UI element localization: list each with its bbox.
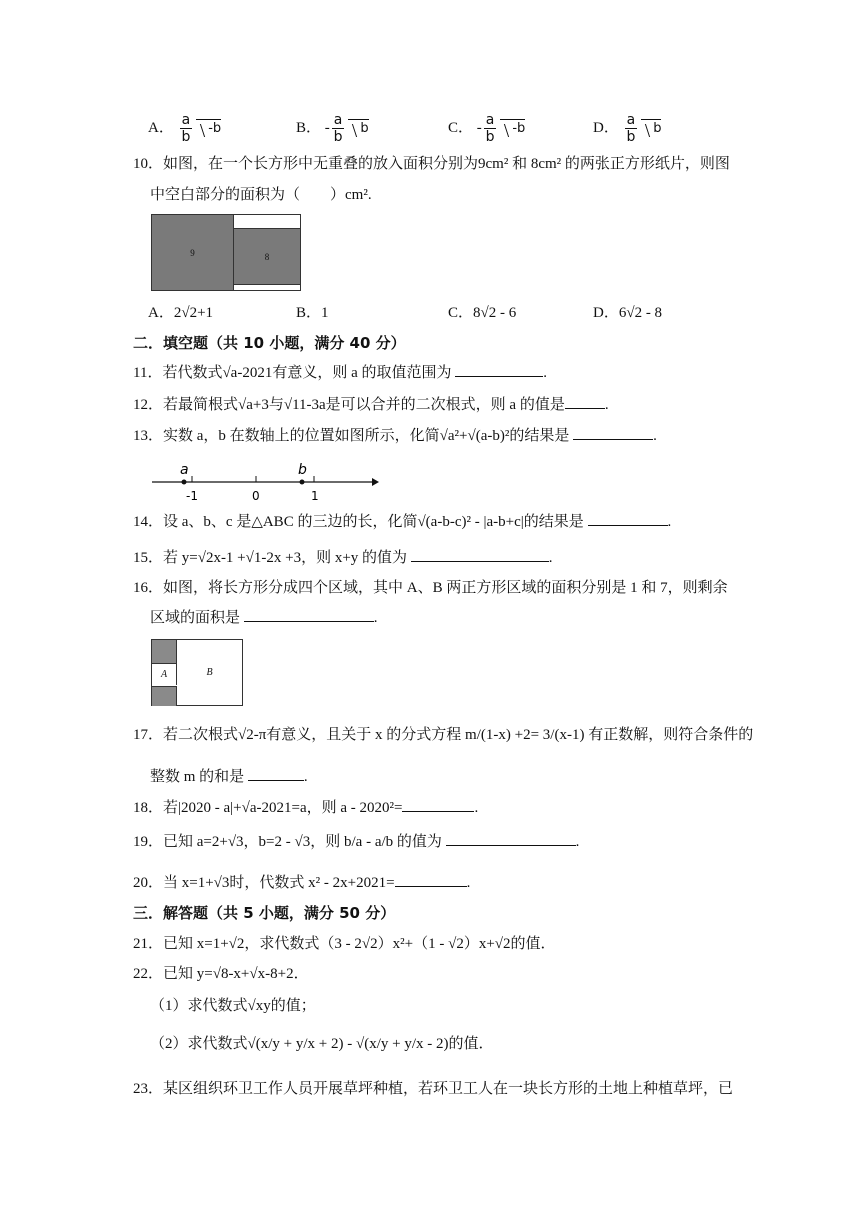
q22-part1: （1）求代数式√xy的值；: [150, 998, 316, 1014]
q10-option-b: B．1: [296, 305, 329, 321]
q16-square-a: [152, 664, 177, 685]
q16-square-b: [177, 640, 242, 705]
q21: 21．已知 x=1+√2，求代数式（3 - 2√2）x²+（1 - √2）x+√2的值．: [133, 936, 556, 952]
q12: 12．若最简根式√a+3与√11-3a是可以合并的二次根式，则 a 的值是 .: [133, 394, 609, 416]
q16-label-a: A: [160, 669, 168, 680]
q10-line2: 中空白部分的面积为（ ）cm².: [150, 187, 372, 203]
q16-line1: 16．如图，将长方形分成四个区域，其中 A、B 两正方形区域的面积分别是 1 和 7，则剩余: [133, 580, 728, 596]
q10-line1: 10．如图，在一个长方形中无重叠的放入面积分别为9cm² 和 8cm² 的两张正方形纸片，则图: [133, 156, 730, 172]
q16-line2: 区域的面积是 .: [150, 607, 378, 629]
q10-option-d: D．6√2 - 8: [593, 305, 663, 321]
q16-top-gray: [152, 640, 177, 664]
q9-option-a: A． $\frac{a}{b}$ -b: [148, 112, 222, 145]
numberline-tick-neg1: -1: [186, 489, 198, 503]
q23: 23．某区组织环卫工作人员开展草坪种植，若环卫工人在一块长方形的土地上种植草坪，已: [133, 1081, 734, 1097]
numberline-tick-1: 1: [311, 489, 319, 503]
q17-line1: 17．若二次根式√2-π有意义，且关于 x 的分式方程 m/(1-x) +2= 3/(x-1) 有正数解，则符合条件的: [133, 727, 754, 743]
q16-bottom-gray: [152, 686, 177, 706]
q10-big-label: 9: [190, 247, 195, 258]
q13: 13．实数 a，b 在数轴上的位置如图所示，化简√a²+√(a-b)²的结果是 .: [133, 425, 657, 447]
q19: 19．已知 a=2+√3，b=2 - √3，则 b/a - a/b 的值为 .: [133, 831, 579, 853]
q9-option-d: D． $\frac{a}{b}$ b: [593, 112, 662, 145]
q11: 11．若代数式√a-2021有意义，则 a 的取值范围为 .: [133, 362, 547, 384]
q10-big-square: [152, 215, 234, 290]
q16-figure: [151, 639, 243, 706]
section-fill-in-heading: 二．填空题（共 10 小题，满分 40 分）: [133, 334, 406, 352]
q22-part2: （2）求代数式√(x/y + y/x + 2) - √(x/y + y/x - 2)的值．: [150, 1036, 494, 1052]
q10-small-square: [234, 228, 300, 285]
q10-option-c: C．8√2 - 6: [448, 305, 517, 321]
q18: 18．若|2020 - a|+√a-2021=a，则 a - 2020²= .: [133, 797, 478, 819]
numberline-label-a: a: [180, 462, 189, 478]
q22: 22．已知 y=√8-x+√x-8+2．: [133, 966, 309, 982]
q15: 15．若 y=√2x-1 +√1-2x +3，则 x+y 的值为 .: [133, 547, 553, 569]
q17-line2: 整数 m 的和是 .: [150, 766, 308, 788]
q16-label-b: B: [206, 667, 213, 678]
q20: 20．当 x=1+√3时，代数式 x² - 2x+2021= .: [133, 872, 470, 894]
section-solve-heading: 三．解答题（共 5 小题，满分 50 分）: [133, 904, 396, 922]
q10-figure: [151, 214, 301, 291]
q9-option-c: C． - $\frac{a}{b}$ -b: [448, 112, 526, 145]
numberline-label-b: b: [298, 462, 307, 478]
q10-small-label: 8: [264, 251, 270, 262]
q9-option-b: B． - $\frac{a}{b}$ b: [296, 112, 369, 145]
numberline-tick-0: 0: [252, 489, 260, 503]
q10-option-a: A．2√2+1: [148, 305, 214, 321]
q14: 14．设 a、b、c 是△ABC 的三边的长，化简√(a-b-c)² - |a-b+c|的结果是 .: [133, 511, 671, 533]
number-line-figure: [150, 456, 380, 504]
